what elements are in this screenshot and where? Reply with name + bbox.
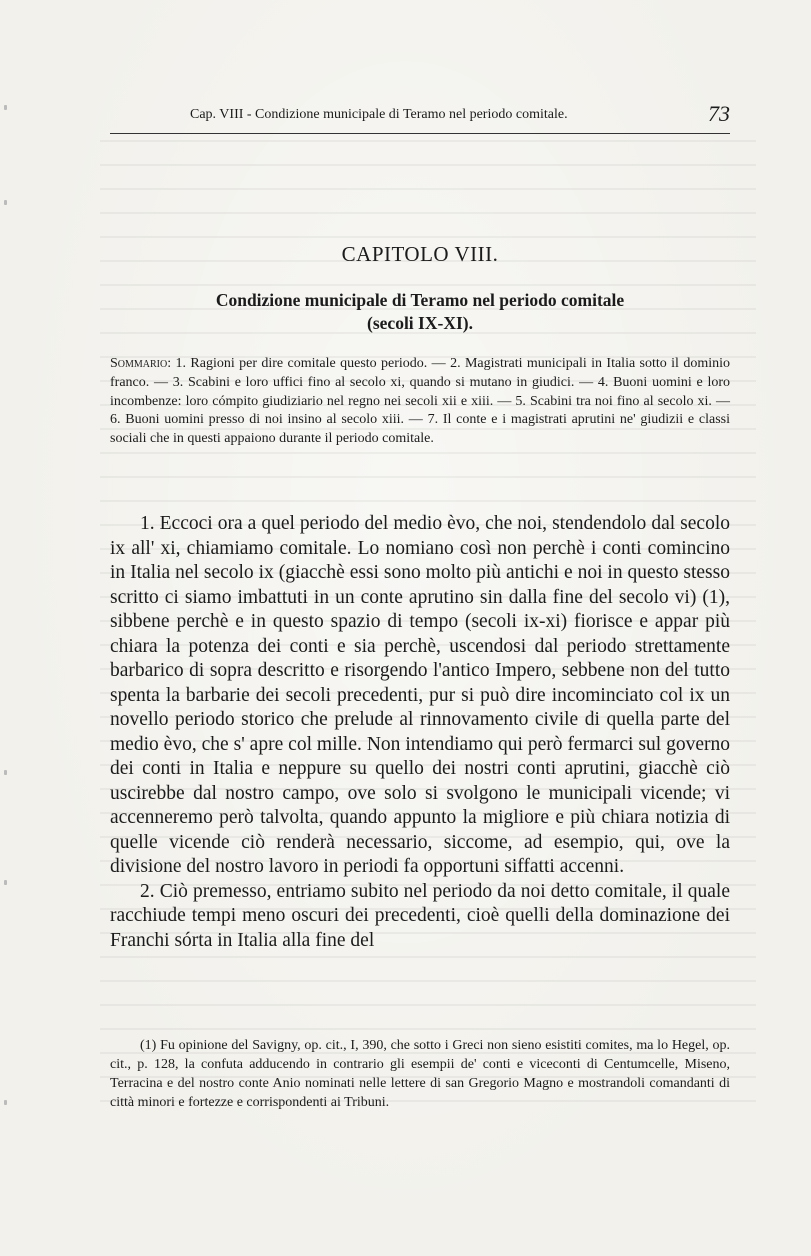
running-title: Cap. VIII - Condizione municipale di Teramo nel periodo comitale. (190, 107, 568, 122)
running-header (110, 101, 730, 135)
section-heading-line1: Condizione municipale di Teramo nel periodo comitale (215, 290, 625, 310)
body-paragraph-2: 2. Ciò premesso, entriamo subito nel periodo da noi detto comitale, il quale racchiude tempi meno oscuri dei precedenti, cioè quelli della dominazione dei Franchi sórta in Italia alla fine del (110, 880, 730, 951)
margin-mark (4, 105, 7, 110)
header-rule (110, 133, 730, 134)
section-heading (110, 289, 730, 335)
margin-mark (4, 200, 7, 205)
summary-paragraph (110, 355, 730, 449)
body-paragraph-1: 1. Eccoci ora a quel periodo del medio èvo, che noi, stendendolo dal secolo ix all' xi, chiamiamo comitale. Lo nomiano così non perchè i conti comincino in Italia nel secolo ix (giacchè essi sono molto più antichi e noi in questo stesso scritto ci siamo imbattuti in un conte aprutino sin dalla fine del secolo vi) (1), sibbene perchè e in questo spazio di tempo (secoli ix-xi) fiorisce e appar più chiara la potenza dei conti e sia perchè, uscendosi dal periodo strettamente barbarico di sopra descritto e risorgendo l'antico Impero, sebbene non del tutto spenta la barbarie dei secoli precedenti, pur si può dire incominciato col ix un novello periodo storico che prelude al rinnovamento civile di quella parte del medio èvo, che s' apre col mille. Non intendiamo qui però fermarci sul governo dei conti in Italia e neppure su quello dei nostri conti aprutini, giacchè ciò uscirebbe dal nostro campo, ove solo si svolgono le municipali vicende; vi accenneremo però talvolta, quando appunto la migliore e più chiara notizia di quelle vicende ciò renderà necessario, siccome, ad esempio, qui, ove la divisione del nostro lavoro in periodi fa opportuni siffatti accenni. (110, 513, 730, 877)
summary-text: 1. Ragioni per dire comitale questo periodo. — 2. Magistrati municipali in Italia sotto il dominio franco. — 3. Scabini e loro uffici fino al secolo xi, quando si mutano in giudici. — 4. Buoni uomini e loro incombenze: loro cómpito giudiziario nel regno nei secoli xii e xiii. — 5. Scabini tra noi fino al secolo xi. — 6. Buoni uomini presso di noi insino al secolo xiii. — 7. Il conte e i magistrati aprutini ne' giudizii e classi sociali che in questi appaiono durante il periodo comitale. (110, 356, 730, 447)
footnote-1: (1) Fu opinione del Savigny, op. cit., I, 390, che sotto i Greci non sieno esistiti comites, ma lo Hegel, op. cit., p. 128, la confuta adducendo in contrario gli esempii de' conti e viceconti di Centumcelle, Miseno, Terracina e del nostro conte Anio nominati nelle lettere di san Gregorio Magno e mostrandoli comandanti di città minori e fortezze e corrispondenti ai Tribuni. (110, 1038, 730, 1110)
summary-label: Sommario: (110, 356, 172, 371)
margin-mark (4, 1100, 7, 1105)
margin-mark (4, 770, 7, 775)
chapter-summary (110, 355, 730, 449)
body-text (110, 512, 730, 953)
margin-mark (4, 880, 7, 885)
page-number: 73 (708, 101, 730, 126)
footnotes (110, 1036, 730, 1112)
section-heading-line2: (secoli IX-XI). (367, 313, 473, 333)
chapter-title: CAPITOLO VIII. (341, 242, 499, 266)
